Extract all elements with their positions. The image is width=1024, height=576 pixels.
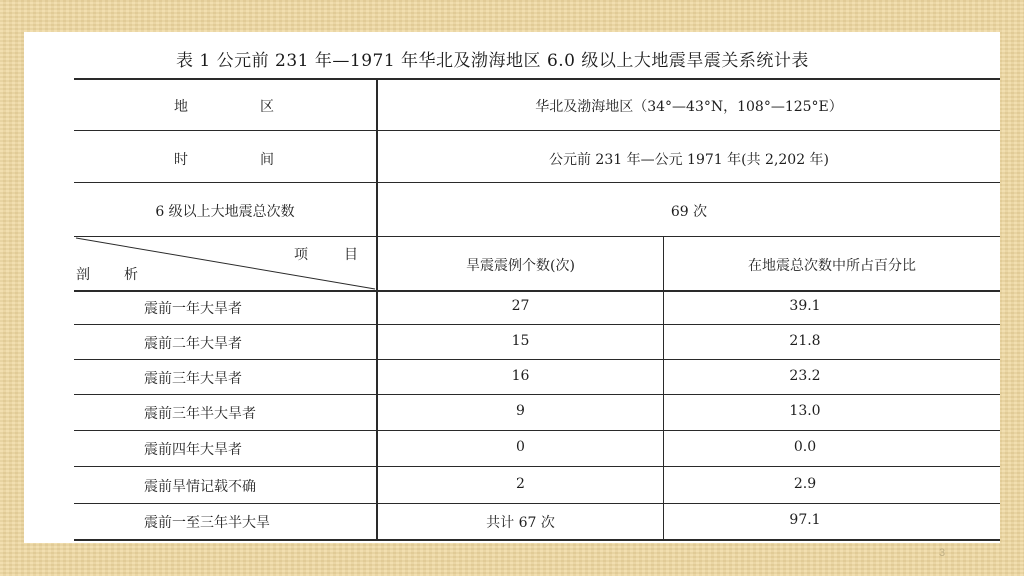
column-header-count: 旱震震例个数(次) (466, 258, 575, 274)
diagonal-bottom-b: 析 (124, 267, 138, 283)
row-count: 0 (516, 439, 525, 455)
diagonal-top-a: 项 (294, 247, 308, 263)
table-title: 表 1 公元前 231 年—1971 年华北及渤海地区 6.0 级以上大地震旱震关系统计表 (176, 51, 809, 71)
row-percent: 23.2 (789, 368, 821, 384)
row-divider (74, 503, 1000, 504)
row-divider (74, 466, 1000, 467)
row-label: 震前二年大旱者 (144, 336, 242, 352)
row-divider (74, 430, 1000, 431)
total-label: 6 级以上大地震总次数 (155, 204, 295, 220)
row-count: 共计 67 次 (486, 515, 555, 531)
top-rule (74, 78, 1000, 80)
time-label-b: 间 (260, 152, 274, 168)
column-header-percent: 在地震总次数中所占百分比 (748, 258, 916, 274)
row-label: 震前一年大旱者 (144, 301, 242, 317)
row-label: 震前旱情记载不确 (144, 479, 256, 495)
time-label-a: 时 (174, 152, 188, 168)
page-number: 3 (939, 547, 946, 559)
row-count: 15 (511, 333, 530, 349)
row-count: 9 (516, 403, 525, 419)
row-percent: 13.0 (789, 403, 821, 419)
row-percent: 97.1 (789, 512, 821, 528)
diagonal-top-b: 目 (344, 247, 358, 263)
row-count: 2 (516, 476, 525, 492)
total-value: 69 次 (670, 204, 708, 220)
bottom-rule (74, 539, 1000, 541)
row-label: 震前三年大旱者 (144, 371, 242, 387)
region-label-a: 地 (174, 99, 188, 115)
column-divider (663, 236, 664, 540)
row-label: 震前一至三年半大旱 (144, 515, 270, 531)
row-divider (74, 359, 1000, 360)
row-divider (74, 130, 1000, 131)
row-percent: 39.1 (789, 298, 821, 314)
row-count: 27 (511, 298, 530, 314)
row-divider (74, 324, 1000, 325)
row-count: 16 (511, 368, 530, 384)
region-label-b: 区 (260, 99, 274, 115)
row-percent: 2.9 (793, 476, 817, 492)
diagonal-header-line (74, 236, 377, 291)
row-percent: 21.8 (789, 333, 821, 349)
row-percent: 0.0 (793, 439, 817, 455)
region-value: 华北及渤海地区（34°—43°N，108°—125°E） (535, 99, 843, 115)
row-divider (74, 394, 1000, 395)
row-label: 震前四年大旱者 (144, 442, 242, 458)
diagonal-bottom-a: 剖 (76, 267, 90, 283)
row-divider (74, 182, 1000, 183)
time-value: 公元前 231 年—公元 1971 年(共 2,202 年) (548, 152, 830, 168)
row-label: 震前三年半大旱者 (144, 406, 256, 422)
